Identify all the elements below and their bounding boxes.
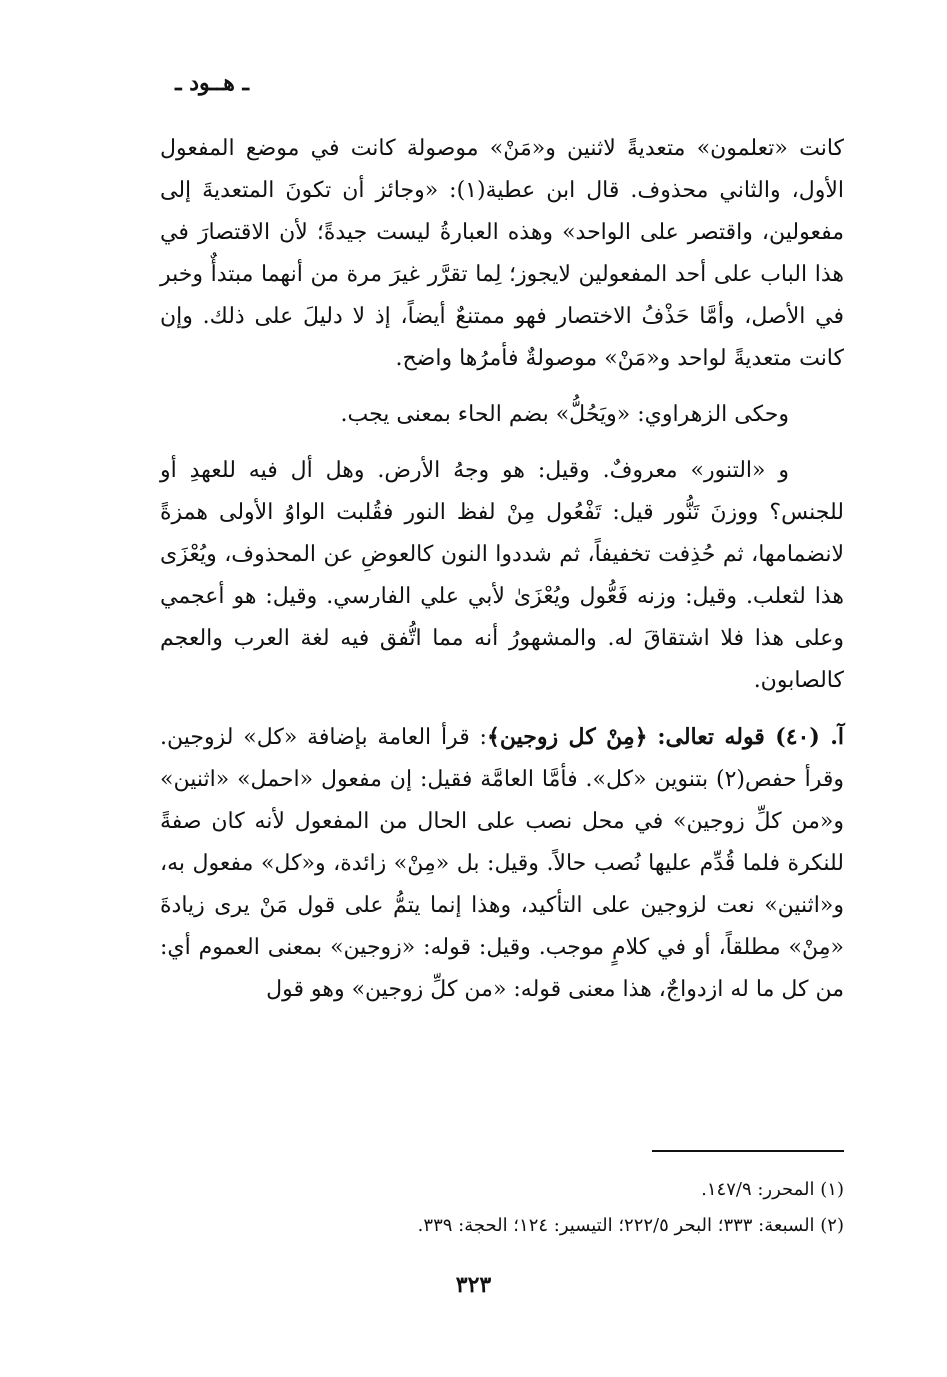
paragraph-1: كانت «تعلمون» متعديةً لاثنين و«مَنْ» موصولة كانت في موضع المفعول الأول، والثاني محذوف. قال ابن عطية(١): «وجائز أن تكونَ المتعديةَ إلى مفعولين، واقتصر على الواحد» وهذه العبارةُ ليست جيدةً؛ لأن الاقتصارَ في هذا الباب على أحد المفعولين لايجوز؛ لِما تقرَّر غيرَ مرة من أنهما مبتدأٌ وخبر في الأصل، وأمَّا حَذْفُ الاختصار فهو ممتنعٌ أيضاً، إذ لا دليلَ على ذلك. وإن كانت متعديةً لواحد و«مَنْ» موصولةٌ فأمرُها واضح. bbox=[160, 136, 844, 371]
footnote-separator bbox=[652, 1150, 844, 1152]
running-header: ـ هــود ـ bbox=[175, 70, 249, 96]
paragraph-2: وحكى الزهراوي: «ويَحُلُّ» بضم الحاء بمعنى يجب. bbox=[340, 402, 789, 427]
main-text bbox=[160, 128, 844, 1025]
footnotes bbox=[160, 1172, 844, 1244]
paragraph-3: و «التنور» معروفٌ. وقيل: هو وجهُ الأرض. وهل أل فيه للعهدِ أو للجنس؟ ووزنَ تَنُّور قيل: تَفْعُول مِنْ لفظ النور فقُلبت الواوُ الأولى همزةً لانضمامها، ثم حُذِفت تخفيفاً، ثم شددوا النون كالعوضِ عن المحذوف، ويُعْزَى هذا لثعلب. وقيل: وزنه فَعُّول ويُعْزَىٰ لأبي علي الفارسي. وقيل: هو أعجمي وعلى هذا فلا اشتقاقَ له. والمشهورُ أنه مما اتُّفق فيه لغة العرب والعجم كالصابون. bbox=[160, 458, 844, 693]
verse-commentary: : قرأ العامة بإضافة «كل» لزوجين. وقرأ حفص(٢) بتنوين «كل». فأمَّا العامَّة فقيل: إن مفعول «احمل» «اثنين» و«من كلِّ زوجين» في محل نصب على الحال من المفعول لأنه كان صفةً للنكرة فلما قُدِّم عليها نُصب حالاً. وقيل: بل «مِنْ» زائدة، و«كل» مفعول به، و«اثنين» نعت لزوجين على التأكيد، وهذا إنما يتمُّ على قول مَنْ يرى زيادةَ «مِنْ» مطلقاً، أو في كلامٍ موجب. وقيل: قوله: «زوجين» بمعنى العموم أي: من كل ما له ازدواجٌ، هذا معنى قوله: «من كلِّ زوجين» وهو قول bbox=[160, 725, 844, 1002]
page-number: ٣٢٣ bbox=[455, 1272, 492, 1298]
paragraph-verse bbox=[160, 716, 844, 1011]
verse-marker: آ. (٤٠) قوله تعالى: bbox=[657, 724, 844, 750]
quranic-verse: ﴿مِنْ كل زوجين﴾ bbox=[486, 724, 648, 750]
footnote-2: (٢) السبعة: ٣٣٣؛ البحر ٢٢٢/٥؛ التيسير: ١٢٤؛ الحجة: ٣٣٩. bbox=[417, 1215, 844, 1236]
footnote-1: (١) المحرر: ١٤٧/٩. bbox=[701, 1179, 844, 1200]
